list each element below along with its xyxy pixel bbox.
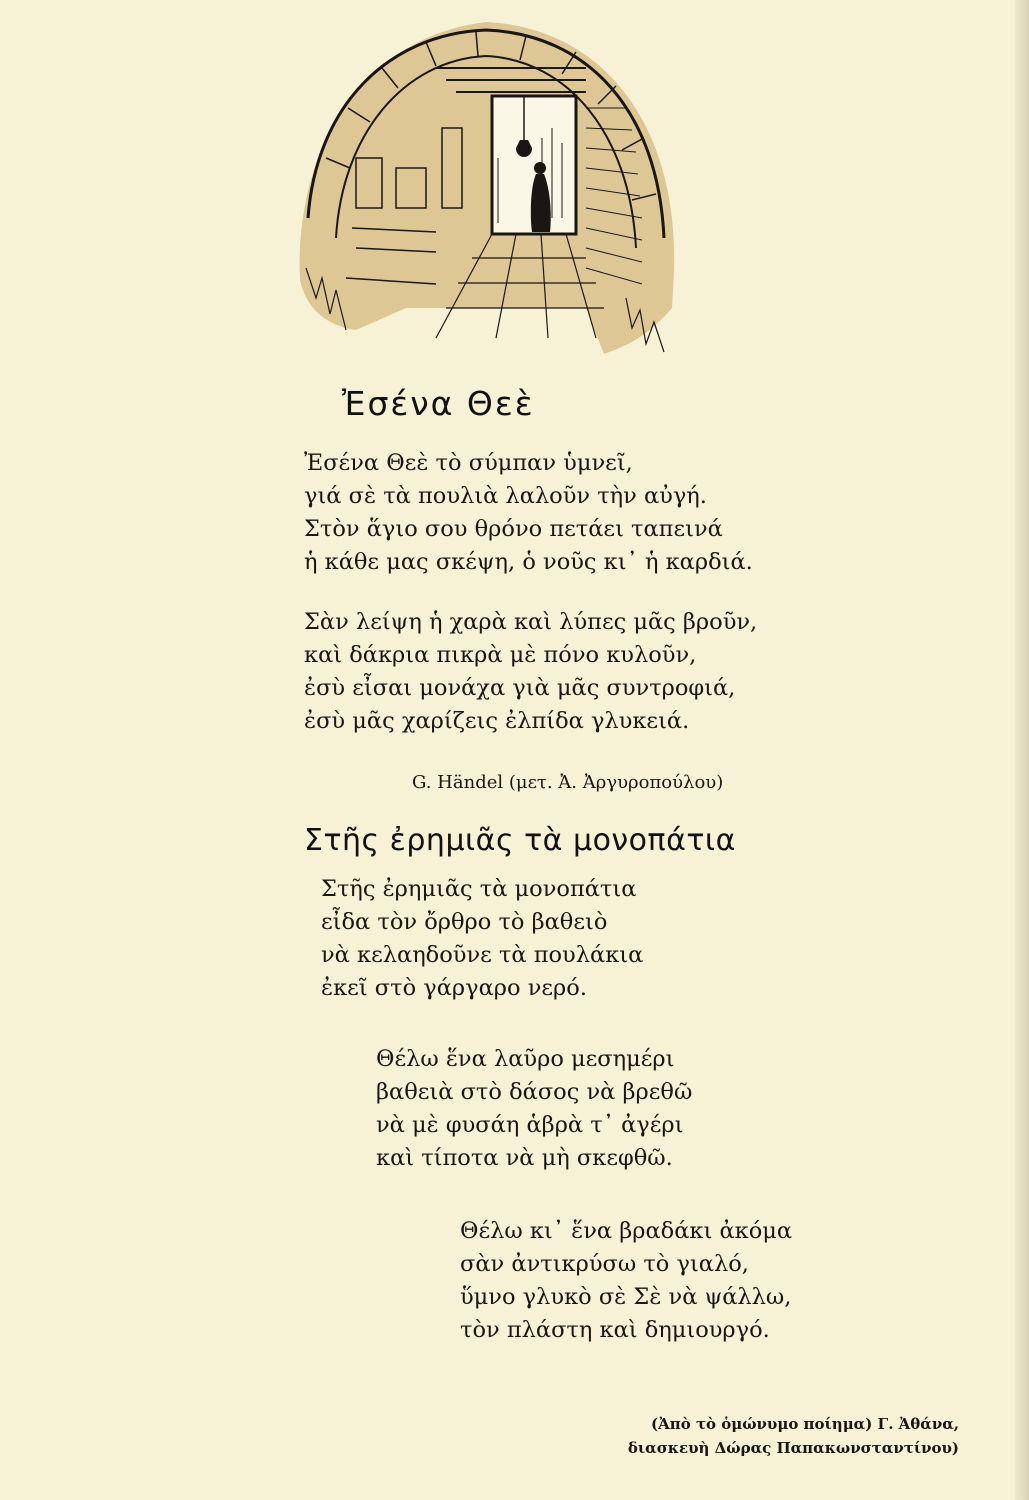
- verse-line: Θέλω κι᾽ ἕνα βραδάκι ἀκόμα: [460, 1218, 793, 1244]
- composer-credit: G. Händel (μετ. Ἀ. Ἀργυροπούλου): [412, 772, 724, 793]
- poem-1-stanza-2: [304, 606, 757, 738]
- poem-2-stanza-3: [460, 1215, 792, 1347]
- verse-line: ὕμνο γλυκὸ σὲ Σὲ νὰ ψάλλω,: [460, 1284, 792, 1310]
- verse-line: καὶ δάκρια πικρὰ μὲ πόνο κυλοῦν,: [304, 642, 697, 668]
- source-note: [628, 1412, 959, 1460]
- verse-line: Στὸν ἅγιο σου θρόνο πετάει ταπεινά: [304, 516, 723, 542]
- verse-line: τὸν πλάστη καὶ δημιουργό.: [460, 1317, 770, 1343]
- arch-bell-icon: [286, 8, 686, 370]
- verse-line: ἐσὺ εἶσαι μονάχα γιὰ μᾶς συντροφιά,: [304, 675, 736, 701]
- verse-line: σὰν ἀντικρύσω τὸ γιαλό,: [460, 1251, 749, 1277]
- source-note-line: (Ἀπὸ τὸ ὁμώνυμο ποίημα) Γ. Ἀθάνα,: [651, 1415, 959, 1433]
- verse-line: νὰ μὲ φυσάη ἁβρὰ τ᾽ ἀγέρι: [376, 1112, 684, 1138]
- verse-line: καὶ τίποτα νὰ μὴ σκεφθῶ.: [376, 1145, 673, 1171]
- verse-line: ἡ κάθε μας σκέψη, ὁ νοῦς κι᾽ ἡ καρδιά.: [304, 549, 753, 575]
- verse-line: Ἐσένα Θεὲ τὸ σύμπαν ὑμνεῖ,: [304, 450, 633, 476]
- source-note-line: διασκευὴ Δώρας Παπακωνσταντίνου): [627, 1439, 959, 1457]
- verse-line: Θέλω ἕνα λαῦρο μεσημέρι: [376, 1046, 675, 1072]
- verse-line: εἶδα τὸν ὄρθρο τὸ βαθειὸ: [321, 909, 608, 935]
- verse-line: ἐσὺ μᾶς χαρίζεις ἐλπίδα γλυκειά.: [304, 708, 690, 734]
- page-edge: [1015, 0, 1029, 1500]
- poem-title-2: Στῆς ἐρημιᾶς τὰ μονοπάτια: [304, 823, 736, 858]
- poem-title-1: Ἐσένα Θεὲ: [342, 384, 535, 423]
- poem-1-stanza-1: [304, 447, 753, 579]
- verse-line: Στῆς ἐρημιᾶς τὰ μονοπάτια: [321, 876, 637, 902]
- verse-line: ἐκεῖ στὸ γάργαρο νερό.: [321, 975, 587, 1001]
- verse-line: Σὰν λείψη ἡ χαρὰ καὶ λύπες μᾶς βροῦν,: [304, 609, 758, 635]
- verse-line: νὰ κελαηδοῦνε τὰ πουλάκια: [321, 942, 644, 968]
- poem-2-stanza-2: [376, 1043, 692, 1175]
- verse-line: γιά σὲ τὰ πουλιὰ λαλοῦν τὴν αὐγή.: [304, 483, 707, 509]
- verse-line: βαθειὰ στὸ δάσος νὰ βρεθῶ: [376, 1079, 693, 1105]
- poem-2-stanza-1: [321, 873, 643, 1005]
